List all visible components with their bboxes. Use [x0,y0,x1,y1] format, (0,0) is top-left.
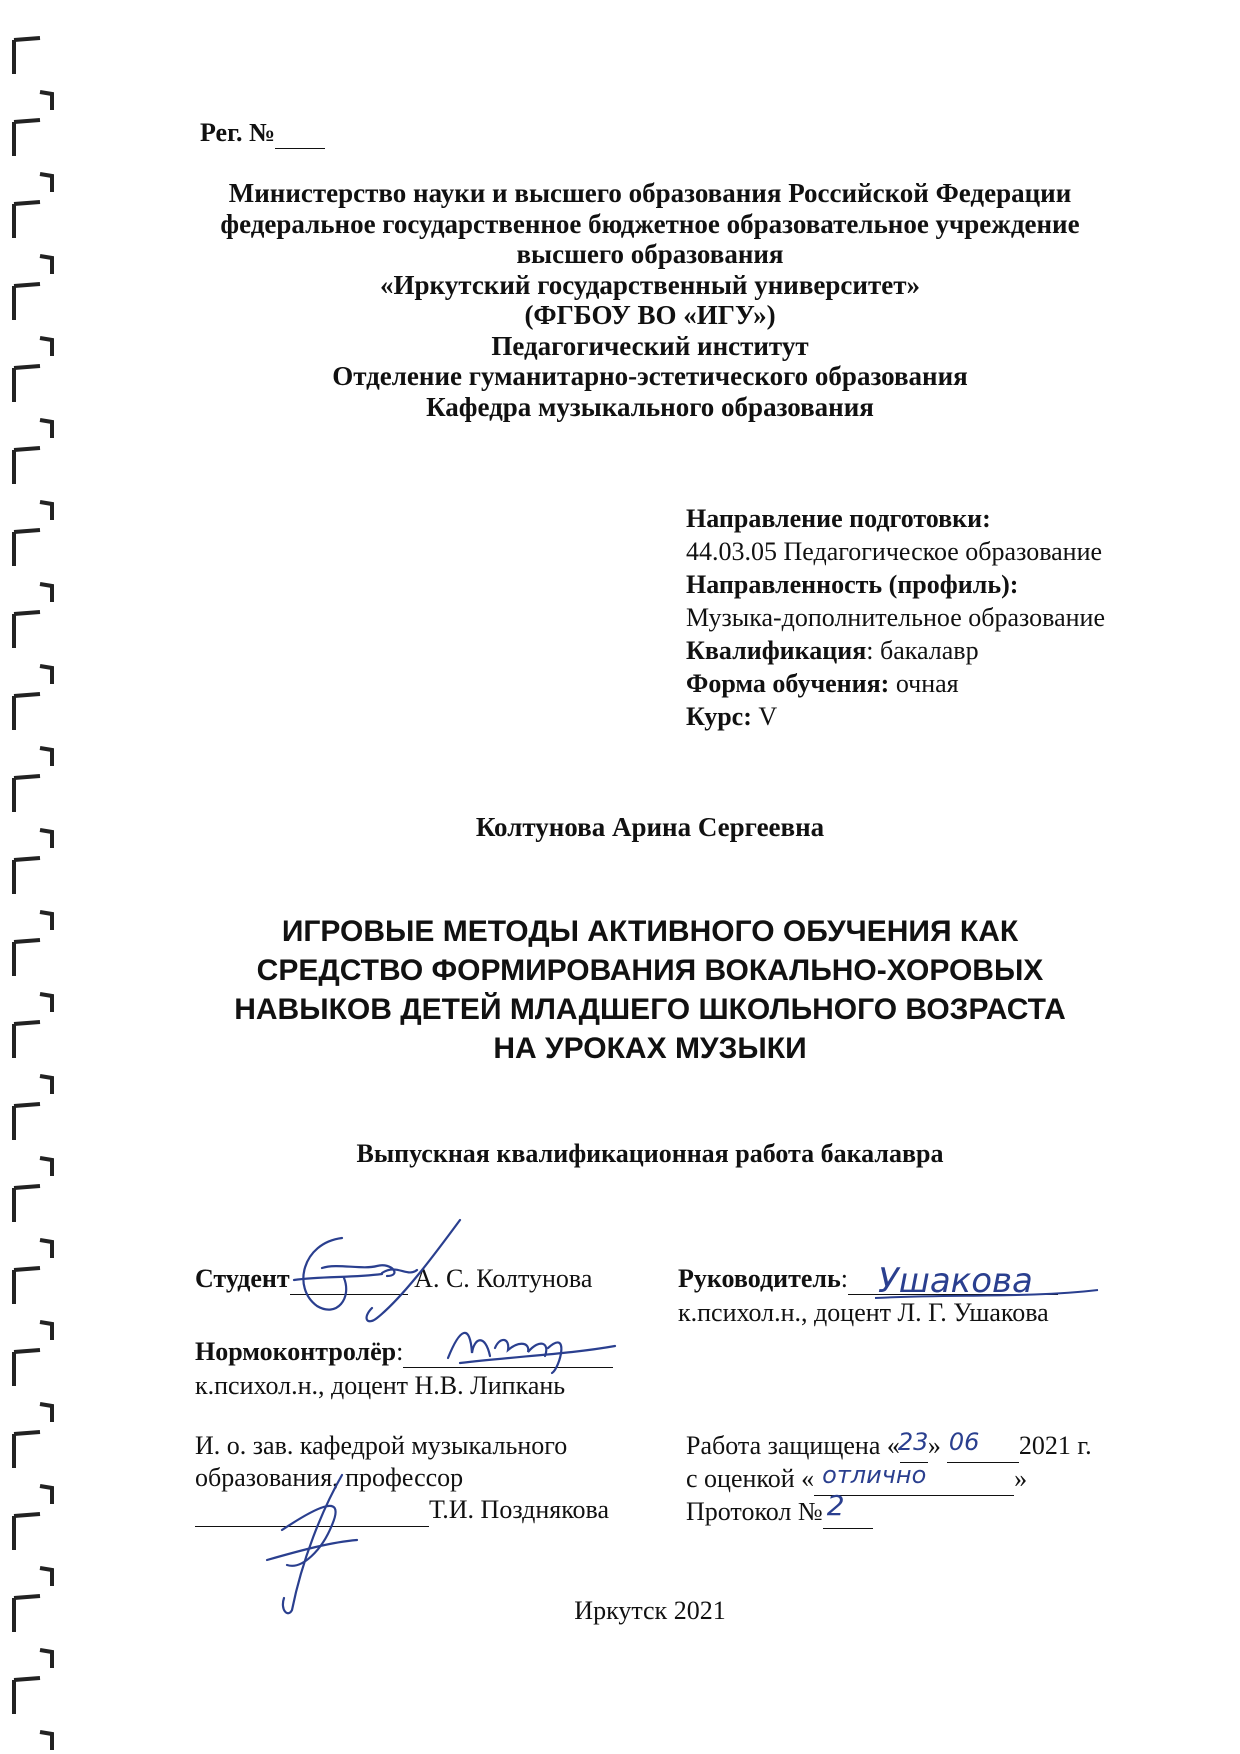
profile-value: Музыка-дополнительное образование [686,603,1105,632]
defense-mid: » [927,1431,941,1460]
course-label: Курс: [686,702,752,731]
grade-suffix: » [1014,1464,1028,1493]
binding-mark [14,1678,52,1750]
supervisor-label: Руководитель [678,1264,841,1293]
grade-value: отлично [822,1461,927,1489]
reg-blank [275,118,325,149]
supervisor-signature-blank [848,1264,1058,1295]
binding-marks [0,0,70,1754]
form-label: Форма обучения: [686,669,890,698]
binding-mark [14,202,52,274]
normcontrol-label: Нормоконтролёр [195,1337,397,1366]
binding-mark [14,612,52,684]
protocol-row [686,1489,1092,1529]
head-of-chair [195,1430,609,1527]
binding-mark [14,776,52,848]
binding-mark [14,694,52,766]
head-line-1: И. о. зав. кафедрой музыкального [195,1431,568,1460]
binding-mark [14,38,52,110]
form-value: очная [889,669,959,698]
supervisor-handwriting: Ушакова [878,1261,1033,1301]
form-row [686,667,1105,700]
binding-mark [14,366,52,438]
university-abbr: (ФГБОУ ВО «ИГУ») [524,300,776,330]
defense-block [686,1430,1092,1529]
student-label: Студент [195,1264,290,1293]
binding-mark [14,1268,52,1340]
work-type: Выпускная квалификационная работа бакалавра [356,1139,944,1168]
head-sign-row [195,1494,609,1527]
student-name: А. С. Колтунова [407,1264,593,1293]
qualification-row [686,634,1105,667]
protocol-blank [823,1489,873,1529]
defense-day: 23 [897,1428,929,1456]
binding-mark [14,1022,52,1094]
normcontrol-signature-blank [403,1337,613,1368]
ministry-line: Министерство науки и высшего образования Российской Федерации [228,178,1072,208]
binding-mark [14,1514,52,1586]
direction-value: 44.03.05 Педагогическое образование [686,537,1103,566]
protocol-number: 2 [826,1489,845,1522]
title-line-4: НА УРОКАХ МУЗЫКИ [493,1032,807,1065]
binding-mark [14,1596,52,1668]
qualification-value: : бакалавр [866,636,979,665]
normcontrol-line [195,1337,613,1368]
course-value: V [751,702,778,731]
institution-type-line: федеральное государственное бюджетное образовательное учреждение [220,208,1080,239]
program-info [686,502,1105,733]
supervisor-colon: : [840,1264,849,1293]
binding-mark [14,448,52,520]
supervisor-line [678,1264,1058,1295]
binding-mark [14,1432,52,1504]
city-year: Иркутск 2021 [574,1596,726,1625]
defense-prefix: Работа защищена « [686,1431,900,1460]
reg-number-line [200,118,325,149]
binding-mark [14,284,52,356]
university-name: «Иркутский государственный университет» [380,269,920,300]
title-line-1: ИГРОВЫЕ МЕТОДЫ АКТИВНОГО ОБУЧЕНИЯ КАК [281,915,1019,948]
protocol-label: Протокол № [686,1497,823,1526]
normcontrol-info: к.психол.н., доцент Н.В. Липкань [195,1371,566,1400]
binding-mark [14,1350,52,1422]
supervisor-info: к.психол.н., доцент Л. Г. Ушакова [678,1298,1049,1327]
binding-mark [14,120,52,192]
chair-line: Кафедра музыкального образования [426,391,874,422]
defense-year: 2021 г. [1018,1431,1092,1460]
department-line: Отделение гуманитарно-эстетического образования [332,361,968,391]
qualification-label: Квалификация [686,636,867,665]
defense-month: 06 [948,1428,980,1456]
course-row [686,700,1105,733]
institute-name: Педагогический институт [491,330,809,361]
head-signature-blank [195,1494,429,1527]
author-name: Колтунова Арина Сергеевна [475,812,825,842]
grade-prefix: с оценкой « [686,1464,815,1493]
binding-mark [14,1104,52,1176]
direction-label: Направление подготовки: [686,504,991,533]
head-line-2: образования, профессор [195,1463,464,1492]
binding-mark [14,858,52,930]
profile-label: Направленность (профиль): [686,570,1019,599]
head-name: Т.И. Позднякова [429,1495,610,1524]
binding-mark [14,530,52,602]
defense-grade-row [686,1463,1092,1496]
title-line-2: СРЕДСТВО ФОРМИРОВАНИЯ ВОКАЛЬНО-ХОРОВЫХ [256,954,1044,987]
education-level-line: высшего образования [516,239,784,269]
title-line-3: НАВЫКОВ ДЕТЕЙ МЛАДШЕГО ШКОЛЬНОГО ВОЗРАСТА [234,993,1066,1026]
student-signature-blank [290,1264,408,1295]
binding-mark [14,940,52,1012]
defense-month-blank [947,1430,1019,1463]
binding-mark [14,1186,52,1258]
institution-header [150,178,1150,422]
student-line [195,1264,592,1295]
thesis-title [150,912,1150,1068]
reg-label: Рег. № [200,118,276,147]
normcontrol-colon: : [396,1337,404,1366]
